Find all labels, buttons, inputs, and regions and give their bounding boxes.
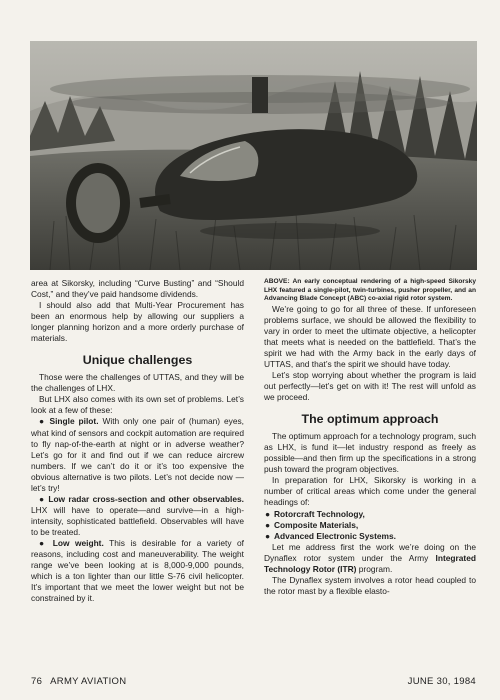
bullet-icon: ● (39, 537, 48, 548)
item-title: Low weight. (52, 537, 104, 548)
list-item (264, 531, 476, 542)
right-paragraph (264, 542, 476, 575)
page-number: 76 (31, 676, 43, 687)
list-item (31, 416, 244, 493)
lhx-rendering (30, 41, 477, 270)
left-paragraph: I should also add that Multi-Year Procurement has been an enormous help by allowing our suppliers a longer planning horizon and a more orderly purchase of materials. (31, 300, 244, 344)
bullet-icon: ● (265, 508, 271, 519)
issue-date: JUNE 30, 1984 (407, 676, 476, 687)
left-paragraph: Those were the challenges of UTTAS, and they will be the challenges of LHX. (31, 372, 244, 394)
right-paragraph: The Dynaflex system involves a rotor head coupled to the rotor mast by a flexible elasto- (264, 574, 476, 596)
left-paragraph: area at Sikorsky, including “Curve Busting” and “Should Cost,” and they’ve paid handsome dividends. (31, 278, 244, 300)
helicopter-illustration (30, 41, 477, 270)
paragraph-text: program. (356, 563, 393, 574)
bullet-icon: ● (265, 519, 271, 530)
list-item-label: Composite Materials, (274, 519, 359, 530)
right-paragraph: The optimum approach for a technology program, such as LHX, is fund it—let industry respond as freely as possible—and then firm up the specifications in a strong push toward the program objectives. (264, 431, 476, 475)
paragraph-text: Let me address first the work we’re doing on the Dynaflex rotor system under the Army (264, 541, 476, 563)
bullet-icon: ● (265, 530, 271, 541)
right-paragraph: In preparation for LHX, Sikorsky is working in a number of critical areas which come under the general headings of: (264, 475, 476, 508)
left-paragraph: But LHX also comes with its own set of problems. Let’s look at a few of these: (31, 394, 244, 416)
page-footer-left (31, 676, 126, 687)
technology-list (264, 509, 476, 542)
right-paragraph: We’re going to go for all three of these. If unforeseen problems surface, we should be allowed the flexibility to vary in order to meet the ultimate objective, a helicopter that meets what is needed on the battlefield. That’s the spirit we had with the Army back in the early days of UTTAS, and that’s the spirit we should have today. (264, 303, 476, 370)
item-text: With only one pair of (human) eyes, what kind of sensors and cockpit automation are required to fly nap-of-the-earth at night or in adverse weather? Let’s go for it and find out if we can reduce aircrew numbers. If we can’t do it or it’s too expensive the obvious alternative is two pilots. Let’s not decide now — let’s try! (31, 416, 245, 493)
bullet-icon: ● (39, 416, 46, 427)
list-item (31, 538, 244, 604)
item-text: This is desirable for a variety of reasons, including cost and maneuverability. The weight range we’ve been looking at is 8,000-9,000 pounds, which is a ton lighter than our little S-76 civil helicopter. It’s important that we meet the lower weight but not be constrained by it. (31, 537, 245, 604)
list-item-label: Rotorcraft Technology, (274, 508, 365, 519)
image-caption: ABOVE: An early conceptual rendering of a high-speed Sikorsky LHX featured a single-pilot, twin-turbines, pusher propeller, and an Advancing Blade Concept (ABC) co-axial rigid rotor system. (264, 278, 476, 303)
list-item (31, 494, 244, 538)
bullet-icon: ● (39, 493, 46, 504)
item-text: LHX will have to operate—and survive—in a high-intensity, sophisticated battlefield. Observables will have to be treated. (31, 504, 244, 537)
right-column (264, 278, 476, 597)
program-name: Integrated Technology Rotor (ITR) (264, 552, 476, 574)
left-column (31, 278, 244, 604)
list-item (264, 509, 476, 520)
item-title: Low radar cross-section and other observables. (48, 493, 244, 504)
section-heading: Unique challenges (82, 353, 193, 368)
right-paragraph: Let’s stop worrying about whether the program is laid out perfectly—let’s get on with it! The rest will unfold as we proceed. (264, 370, 476, 403)
list-item (264, 520, 476, 531)
item-title: Single pilot. (49, 416, 99, 427)
section-heading: The optimum approach (301, 412, 439, 427)
publication-name: ARMY AVIATION (50, 676, 127, 687)
list-item-label: Advanced Electronic Systems. (274, 530, 396, 541)
